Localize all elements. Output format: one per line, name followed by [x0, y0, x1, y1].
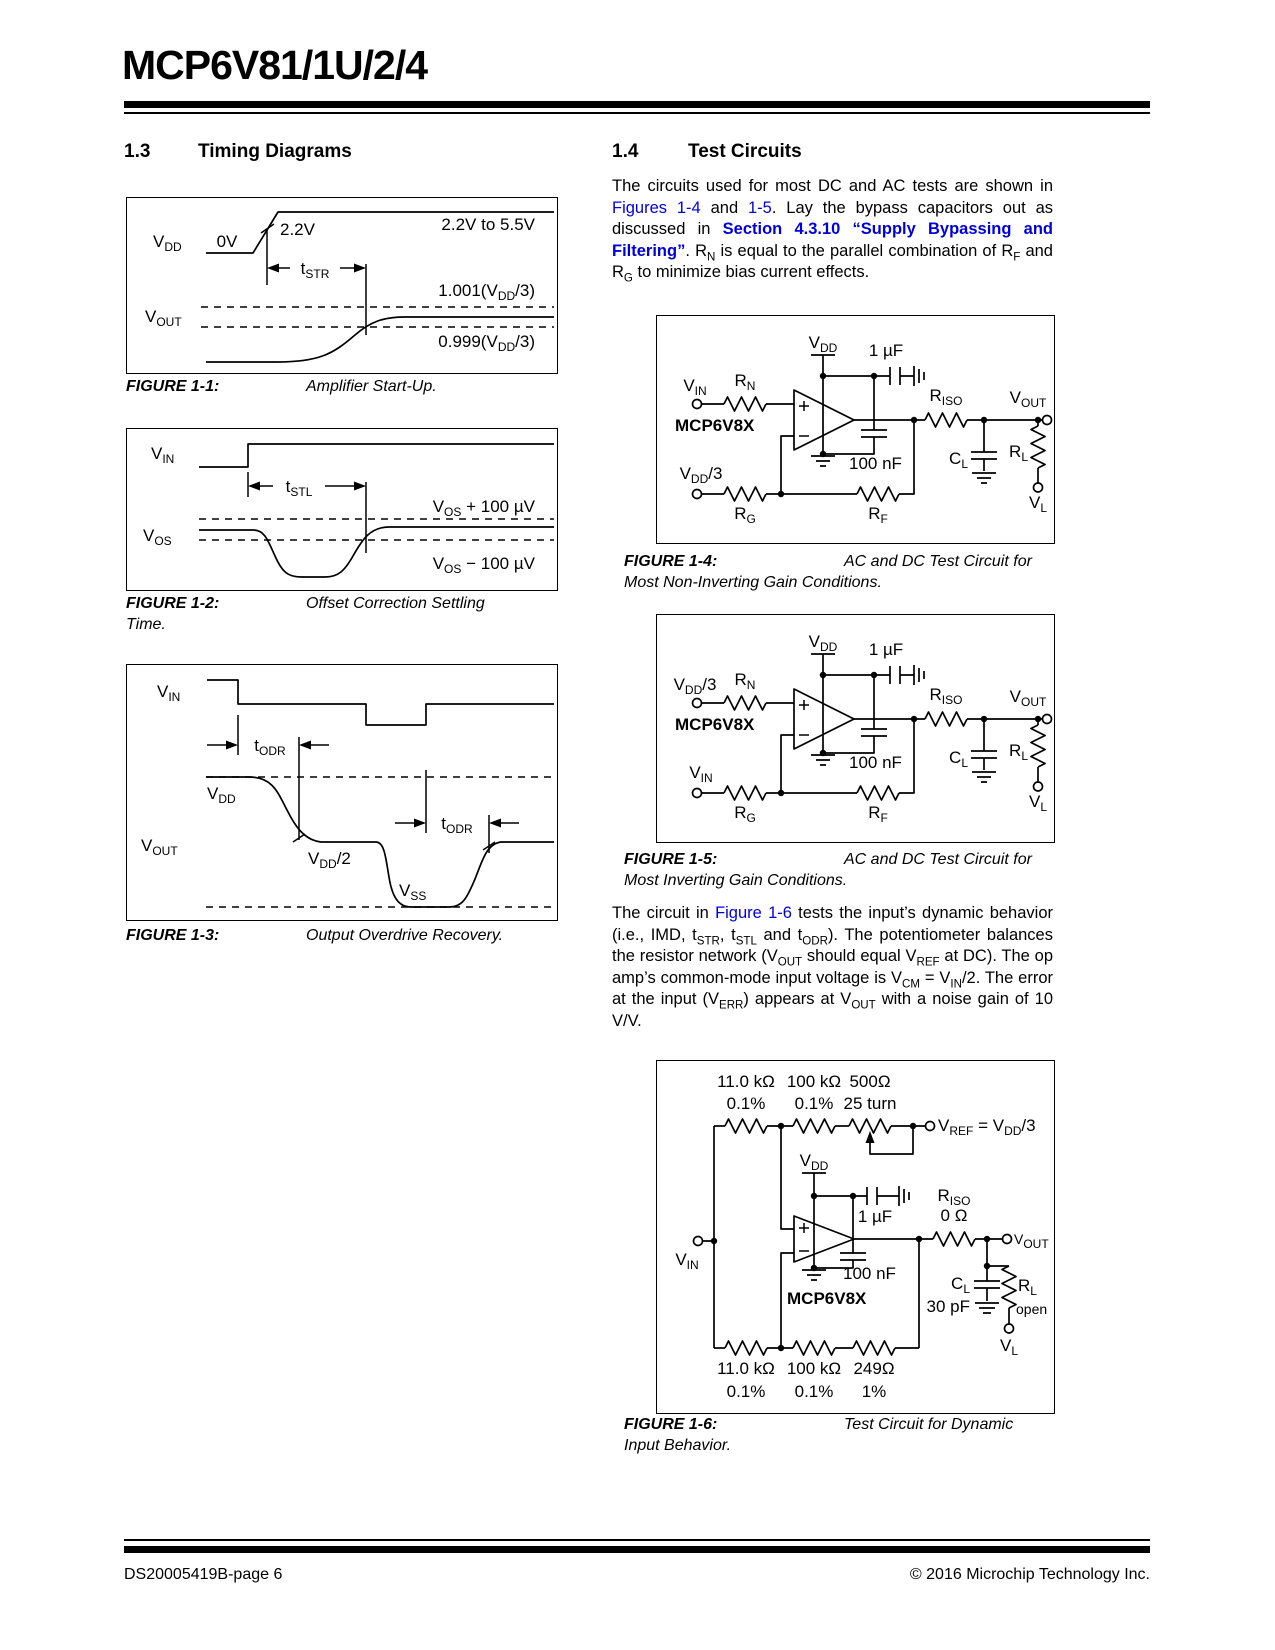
- resistor-icon: [933, 1232, 975, 1246]
- vl-label: $V_L$: [999, 1336, 1019, 1358]
- todr-measure-2: [395, 770, 519, 853]
- inverting-input: [689, 735, 794, 825]
- capacitor-icon: [874, 366, 924, 386]
- zero-volt-label: 0V: [216, 232, 238, 251]
- tstr-label: $t_{STR}$: [300, 259, 330, 281]
- rf-label: $R_F$: [868, 803, 888, 825]
- caption-label: FIGURE 1-1:: [126, 378, 220, 395]
- vout-trace: [145, 281, 554, 362]
- r1-value-label: 11.0 kΩ: [717, 1359, 775, 1378]
- cl-label: $C_L$: [951, 1274, 970, 1296]
- vdd-trace: [153, 212, 554, 254]
- terminal-icon: [1043, 416, 1052, 425]
- footer-rule-thin: [124, 1539, 1150, 1541]
- bottom-divider: [714, 1341, 919, 1401]
- bypass-cap-100nF: [823, 675, 902, 772]
- capacitor-icon: [974, 1266, 1000, 1313]
- paragraph-test-circuits: [612, 176, 1053, 284]
- r2-value-label: 100 kΩ: [786, 1359, 842, 1378]
- noninverting-input: [675, 371, 794, 435]
- chip-name-label: MCP6V8X: [675, 715, 755, 734]
- terminal-icon: [926, 1122, 935, 1131]
- r2-tol-label: 0.1%: [794, 1094, 834, 1113]
- section-title: Timing Diagrams: [198, 141, 352, 162]
- vout-label: $V_{OUT}$: [145, 307, 182, 329]
- vl-label: $V_L$: [1028, 792, 1048, 814]
- bypass-cap-100nF: [823, 376, 902, 473]
- header-rule-thin: [124, 112, 1150, 114]
- load-resistor: [1009, 420, 1047, 515]
- op-amp-symbol: [794, 689, 854, 749]
- r2-value-label: 100 kΩ: [786, 1072, 842, 1091]
- supply-range-label: 2.2V to 5.5V: [441, 215, 535, 234]
- potentiometer-icon: [849, 1119, 891, 1133]
- resistor-icon: [724, 786, 766, 800]
- caption-text: Amplifier Start-Up.: [306, 378, 437, 395]
- figure-1-6-box: [656, 1060, 1055, 1414]
- ground-icon: [811, 456, 835, 466]
- todr-label: $t_{ODR}$: [254, 736, 286, 758]
- r1-value-label: 11.0 kΩ: [717, 1072, 775, 1091]
- resistor-icon: [853, 1341, 895, 1355]
- bypass-cap-1uF: [869, 640, 924, 685]
- text-segment: . $R_N$ is equal to the parallel combination of $R_F$ and $R_G$ to minimize bias current effects.: [612, 241, 1053, 285]
- footer-copyright: © 2016 Microchip Technology Inc.: [909, 1566, 1150, 1583]
- riso-label: $R_{ISO}$: [929, 685, 963, 707]
- resistor-icon: [857, 487, 899, 501]
- text-segment: The circuits used for most DC and AC tests are shown in: [612, 177, 1053, 195]
- ground-icon: [811, 755, 835, 765]
- upper-limit-label: $1.001(V_{DD}/3)$: [438, 281, 535, 303]
- noninverting-input: [674, 670, 794, 734]
- r3-tol-label: 1%: [861, 1382, 887, 1401]
- caption-label: FIGURE 1-4:: [624, 553, 718, 570]
- vos-lower-label: $V_{OS} - 100$ µV: [432, 554, 535, 576]
- figure-1-2-diagram: [127, 429, 557, 590]
- input-label: $V_{IN}$: [683, 376, 707, 398]
- op-amp-stage: [781, 1126, 909, 1348]
- resistor-icon: [725, 1119, 767, 1133]
- terminal-icon: [1003, 1235, 1012, 1244]
- resistor-icon: [724, 696, 766, 710]
- figure-1-6-schematic: [657, 1061, 1054, 1413]
- capacitor-icon: [971, 420, 997, 483]
- doc-link[interactable]: 1-5: [748, 198, 772, 217]
- capacitor-icon: [823, 376, 887, 454]
- vdd-label: $V_{DD}$: [808, 632, 838, 654]
- resistor-icon: [925, 413, 967, 427]
- inverting-input: [680, 436, 794, 526]
- text-segment: and: [700, 198, 748, 217]
- rl-value-label: open: [1016, 1301, 1048, 1317]
- input-label: $V_{IN}$: [689, 763, 713, 785]
- header-rule-thick: [124, 101, 1150, 108]
- section-number: 1.4: [612, 141, 639, 162]
- vdd-label: $V_{DD}$: [799, 1151, 829, 1173]
- terminal-icon: [1034, 483, 1043, 492]
- text-segment: tests the input’s dynamic behavior (i.e., IMD, $t_{STR}$, $t_{STL}$ and $t_{ODR}$). The potentiometer balances the resistor network ($V_{OUT}$ should equal $V_{REF}$ at DC). The op amp’s common-mode input voltage is $V_{CM} = V_{IN}/2$. The error at the input $(V_{ERR})$ appears at $V_{OUT}$ with a noise gain of 10 V/V.: [612, 904, 1054, 1030]
- vout-label: $V_{OUT}$: [1009, 687, 1047, 709]
- output-network: [854, 685, 1052, 726]
- section-heading-test: [612, 141, 802, 163]
- vss-label: $V_{SS}$: [399, 881, 427, 903]
- chip-name-label: MCP6V8X: [787, 1289, 867, 1308]
- capacitor-icon: [874, 665, 924, 685]
- todr-label: $t_{ODR}$: [441, 814, 473, 836]
- cap-value-label: 100 nF: [849, 454, 902, 473]
- caption-text: Offset Correction Settling Time.: [126, 595, 485, 633]
- terminal-icon: [694, 1237, 703, 1246]
- caption-label: FIGURE 1-3:: [126, 927, 220, 944]
- pot-value-label: 500Ω: [849, 1072, 891, 1091]
- section-heading-timing: [124, 141, 352, 163]
- r3-value-label: 249Ω: [853, 1359, 895, 1378]
- threshold-label: 2.2V: [280, 220, 315, 239]
- caption-text: Output Overdrive Recovery.: [306, 927, 504, 944]
- tstl-measure: [248, 472, 366, 553]
- figure-1-6-caption: [624, 1414, 1044, 1456]
- rl-label: $R_L$: [1009, 741, 1028, 763]
- capacitor-icon: [823, 675, 887, 753]
- caption-text: AC and DC Test Circuit for Most Inverting Gain Conditions.: [624, 851, 1032, 889]
- rf-label: $R_F$: [868, 504, 888, 526]
- footer-rule-thick: [124, 1546, 1150, 1553]
- figure-1-5-schematic: [657, 615, 1054, 842]
- terminal-icon: [1034, 782, 1043, 791]
- figure-1-1-box: [126, 197, 558, 374]
- cl-label: $C_L$: [949, 449, 968, 471]
- resistor-icon: [857, 786, 899, 800]
- lower-limit-label: $0.999(V_{DD}/3)$: [438, 332, 535, 354]
- figure-1-2-caption: [126, 593, 526, 635]
- riso-label: $R_{ISO}$: [929, 386, 963, 408]
- rn-label: $R_N$: [734, 670, 756, 692]
- terminal-icon: [693, 789, 702, 798]
- doc-link[interactable]: Figure 1-6: [715, 904, 792, 922]
- resistor-icon: [793, 1341, 835, 1355]
- capacitor-icon: [853, 1186, 909, 1206]
- vl-label: $V_L$: [1028, 493, 1048, 515]
- load-capacitor: [949, 719, 997, 782]
- vdd-half-label: $V_{DD}/2$: [308, 849, 351, 871]
- section-number: 1.3: [124, 141, 151, 162]
- tstl-label: $t_{STL}$: [285, 477, 313, 499]
- caption-label: FIGURE 1-5:: [624, 851, 718, 868]
- text-segment: . Lay the bypass capacitors out as discussed in: [612, 198, 1053, 238]
- figure-1-4-caption: [624, 551, 1044, 593]
- vin-label: $V_{IN}$: [157, 682, 181, 704]
- figure-1-5-box: [656, 614, 1055, 843]
- riso-value-label: 0 Ω: [940, 1206, 968, 1225]
- caption-label: FIGURE 1-6:: [624, 1416, 718, 1433]
- vin-input: [675, 1126, 717, 1348]
- rn-label: $R_N$: [734, 371, 756, 393]
- power-rail: [809, 333, 878, 466]
- r1-tol-label: 0.1%: [726, 1094, 766, 1113]
- bypass-cap-1uF: [869, 341, 924, 386]
- paragraph-dynamic-behavior: [612, 903, 1053, 1032]
- figure-1-5-caption: [624, 849, 1044, 891]
- figure-1-3-diagram: [127, 665, 557, 920]
- cl-value-label: 30 pF: [926, 1297, 970, 1316]
- vout-label: VOUT: [1014, 1231, 1049, 1251]
- figure-1-1-diagram: [127, 198, 557, 373]
- tstr-measure: [267, 229, 366, 335]
- load-resistor: [1009, 719, 1047, 814]
- op-amp-symbol: [794, 390, 854, 450]
- resistor-icon: [724, 397, 766, 411]
- vdd-label: $V_{DD}$: [207, 784, 236, 806]
- capacitor-icon: [971, 719, 997, 782]
- vout-trace: [141, 777, 554, 907]
- figure-1-2-box: [126, 428, 558, 591]
- resistor-icon: [725, 1341, 767, 1355]
- terminal-icon: [1043, 715, 1052, 724]
- section-title: Test Circuits: [688, 141, 802, 162]
- terminal-icon: [693, 490, 702, 499]
- caption-text: AC and DC Test Circuit for Most Non-Inverting Gain Conditions.: [624, 553, 1032, 591]
- figure-1-4-box: [656, 315, 1055, 544]
- rg-label: $R_G$: [734, 803, 756, 825]
- cap-value-label: 100 nF: [849, 753, 902, 772]
- resistor-icon: [1031, 725, 1045, 767]
- cap-value-label: 100 nF: [843, 1264, 896, 1283]
- vref-label: $V_{REF} = V_{DD}/3$: [938, 1116, 1036, 1138]
- vin-trace: [157, 680, 554, 725]
- resistor-icon: [925, 712, 967, 726]
- terminal-icon: [693, 400, 702, 409]
- pot-turns-label: 25 turn: [843, 1094, 897, 1113]
- riso-label: $R_{ISO}$: [937, 1186, 971, 1208]
- cap-value-label: 1 µF: [868, 640, 904, 659]
- resistor-icon: [724, 487, 766, 501]
- load: [927, 1239, 1048, 1358]
- cap-value-label: 1 µF: [857, 1207, 893, 1226]
- resistor-icon: [1002, 1266, 1016, 1308]
- rl-label: $R_L$: [1018, 1276, 1037, 1298]
- chip-name-label: MCP6V8X: [675, 416, 755, 435]
- caption-label: FIGURE 1-2:: [126, 595, 220, 612]
- top-divider: [714, 1072, 1036, 1154]
- r1-tol-label: 0.1%: [726, 1382, 766, 1401]
- cl-label: $C_L$: [949, 748, 968, 770]
- page-title: MCP6V81/1U/2/4: [122, 42, 428, 88]
- terminal-icon: [693, 699, 702, 708]
- doc-link[interactable]: Section 4.3.10 “Supply Bypassing and Filtering”: [612, 220, 1053, 260]
- vin-trace: [151, 444, 554, 467]
- figure-1-1-caption: [126, 376, 526, 397]
- vos-upper-label: $V_{OS} + 100$ µV: [432, 497, 535, 519]
- terminal-icon: [1005, 1324, 1014, 1333]
- ground-icon: [802, 1270, 826, 1280]
- input-label: $V_{DD}/3$: [679, 464, 723, 486]
- doc-link[interactable]: Figures 1-4: [612, 198, 701, 217]
- resistor-icon: [1031, 426, 1045, 468]
- load-capacitor: [949, 420, 997, 483]
- output-network: [854, 386, 1052, 427]
- figure-1-4-schematic: [657, 316, 1054, 543]
- cap-value-label: 1 µF: [868, 341, 904, 360]
- vos-trace: [143, 497, 554, 577]
- caption-text: Test Circuit for Dynamic Input Behavior.: [624, 1416, 1014, 1454]
- vin-label: $V_{IN}$: [675, 1250, 699, 1272]
- figure-1-3-box: [126, 664, 558, 921]
- input-label: $V_{DD}/3$: [673, 675, 717, 697]
- footer-doc-number: DS20005419B-page 6: [124, 1566, 283, 1583]
- op-amp-symbol: [794, 1216, 854, 1262]
- r2-tol-label: 0.1%: [794, 1382, 834, 1401]
- figure-1-3-caption: [126, 925, 526, 946]
- vdd-label: $V_{DD}$: [153, 232, 182, 254]
- vdd-label: $V_{DD}$: [808, 333, 838, 355]
- vout-label: $V_{OUT}$: [1009, 388, 1047, 410]
- rl-label: $R_L$: [1009, 442, 1028, 464]
- vin-label: $V_{IN}$: [151, 444, 175, 466]
- vout-label: $V_{OUT}$: [141, 836, 178, 858]
- resistor-icon: [793, 1119, 835, 1133]
- rg-label: $R_G$: [734, 504, 756, 526]
- power-rail: [809, 632, 878, 765]
- text-segment: The circuit in: [612, 904, 716, 922]
- vos-label: $V_{OS}$: [143, 526, 172, 548]
